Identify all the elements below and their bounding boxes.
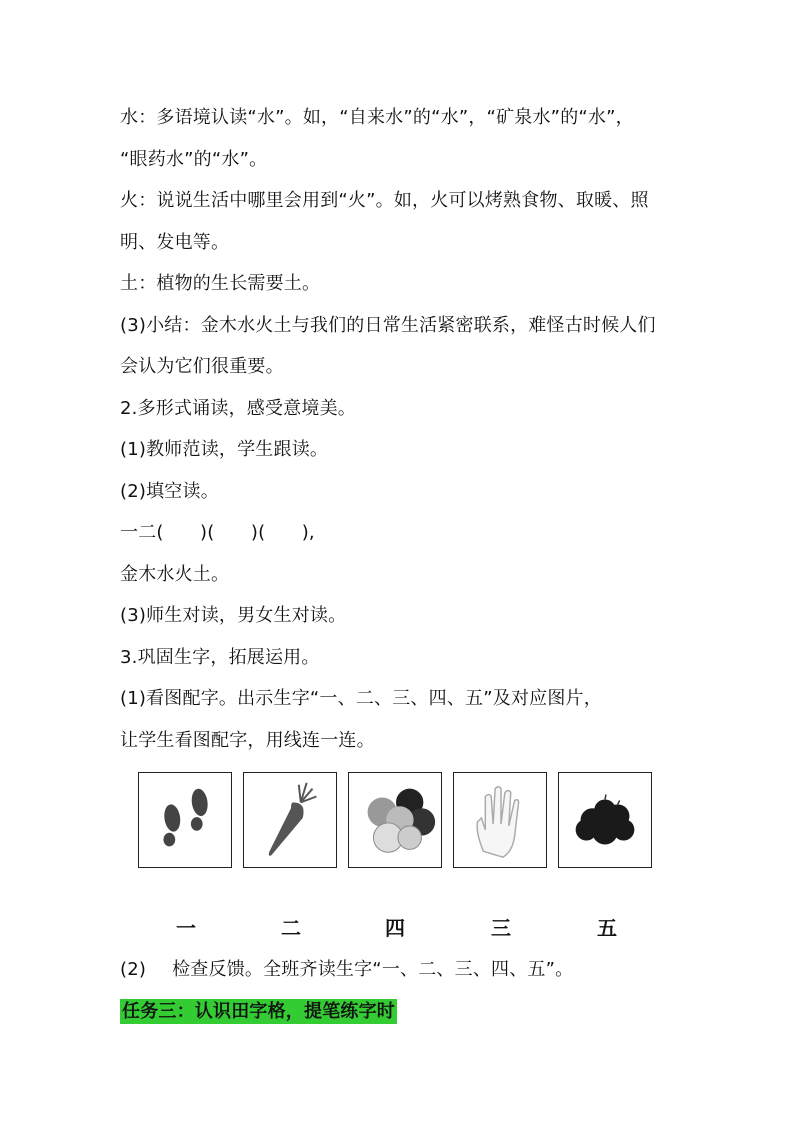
text-line: 土：植物的生长需要土。	[120, 273, 321, 294]
picture-carrot	[243, 772, 337, 868]
numeral-label: 五	[597, 916, 617, 940]
text-line: (3)师生对读，男女生对读。	[120, 605, 347, 626]
carrot-icon	[244, 773, 336, 867]
text-line: 火：说说生活中哪里会用到“火”。如，火可以烤熟食物、取暖、照	[120, 190, 649, 211]
picture-balls	[348, 772, 442, 868]
text-line: 3.巩固生字，拓展运用。	[120, 647, 320, 668]
text-line: 水：多语境认读“水”。如，“自来水”的“水”，“矿泉水”的“水”，	[120, 107, 634, 128]
picture-footprints	[138, 772, 232, 868]
task-heading	[120, 1000, 397, 1024]
feedback-index: (2)	[120, 959, 147, 980]
text-line: 明、发电等。	[120, 232, 230, 253]
balls-icon	[368, 789, 436, 853]
text-line: 金木水火土。	[120, 564, 230, 585]
numeral-label: 三	[491, 916, 511, 940]
apples-icon	[559, 773, 651, 867]
hand-icon	[454, 773, 546, 867]
numeral-label: 四	[385, 916, 405, 940]
feedback-line	[120, 958, 573, 982]
text-line: (2)填空读。	[120, 481, 219, 502]
picture-apples	[558, 772, 652, 868]
text-line: “眼药水”的“水”。	[120, 149, 268, 170]
text-line: 一二( )( )( ),	[120, 522, 315, 543]
numeral-label: 一	[176, 916, 196, 940]
footprints-icon	[139, 773, 231, 867]
numeral-label: 二	[281, 916, 301, 940]
task-highlight: 任务三：认识田字格，提笔练字时	[122, 1001, 395, 1022]
text-line: 让学生看图配字，用线连一连。	[120, 730, 375, 751]
text-line: (1)看图配字。出示生字“一、二、三、四、五”及对应图片，	[120, 688, 602, 709]
text-line: (3)小结：金木水火土与我们的日常生活紧密联系，难怪古时候人们	[120, 315, 656, 336]
text-line: 2.多形式诵读，感受意境美。	[120, 398, 356, 419]
text-line: 会认为它们很重要。	[120, 356, 284, 377]
feedback-text: 检查反馈。全班齐读生字“一、二、三、四、五”。	[172, 959, 574, 980]
picture-hand	[453, 772, 547, 868]
text-line: (1)教师范读，学生跟读。	[120, 439, 329, 460]
